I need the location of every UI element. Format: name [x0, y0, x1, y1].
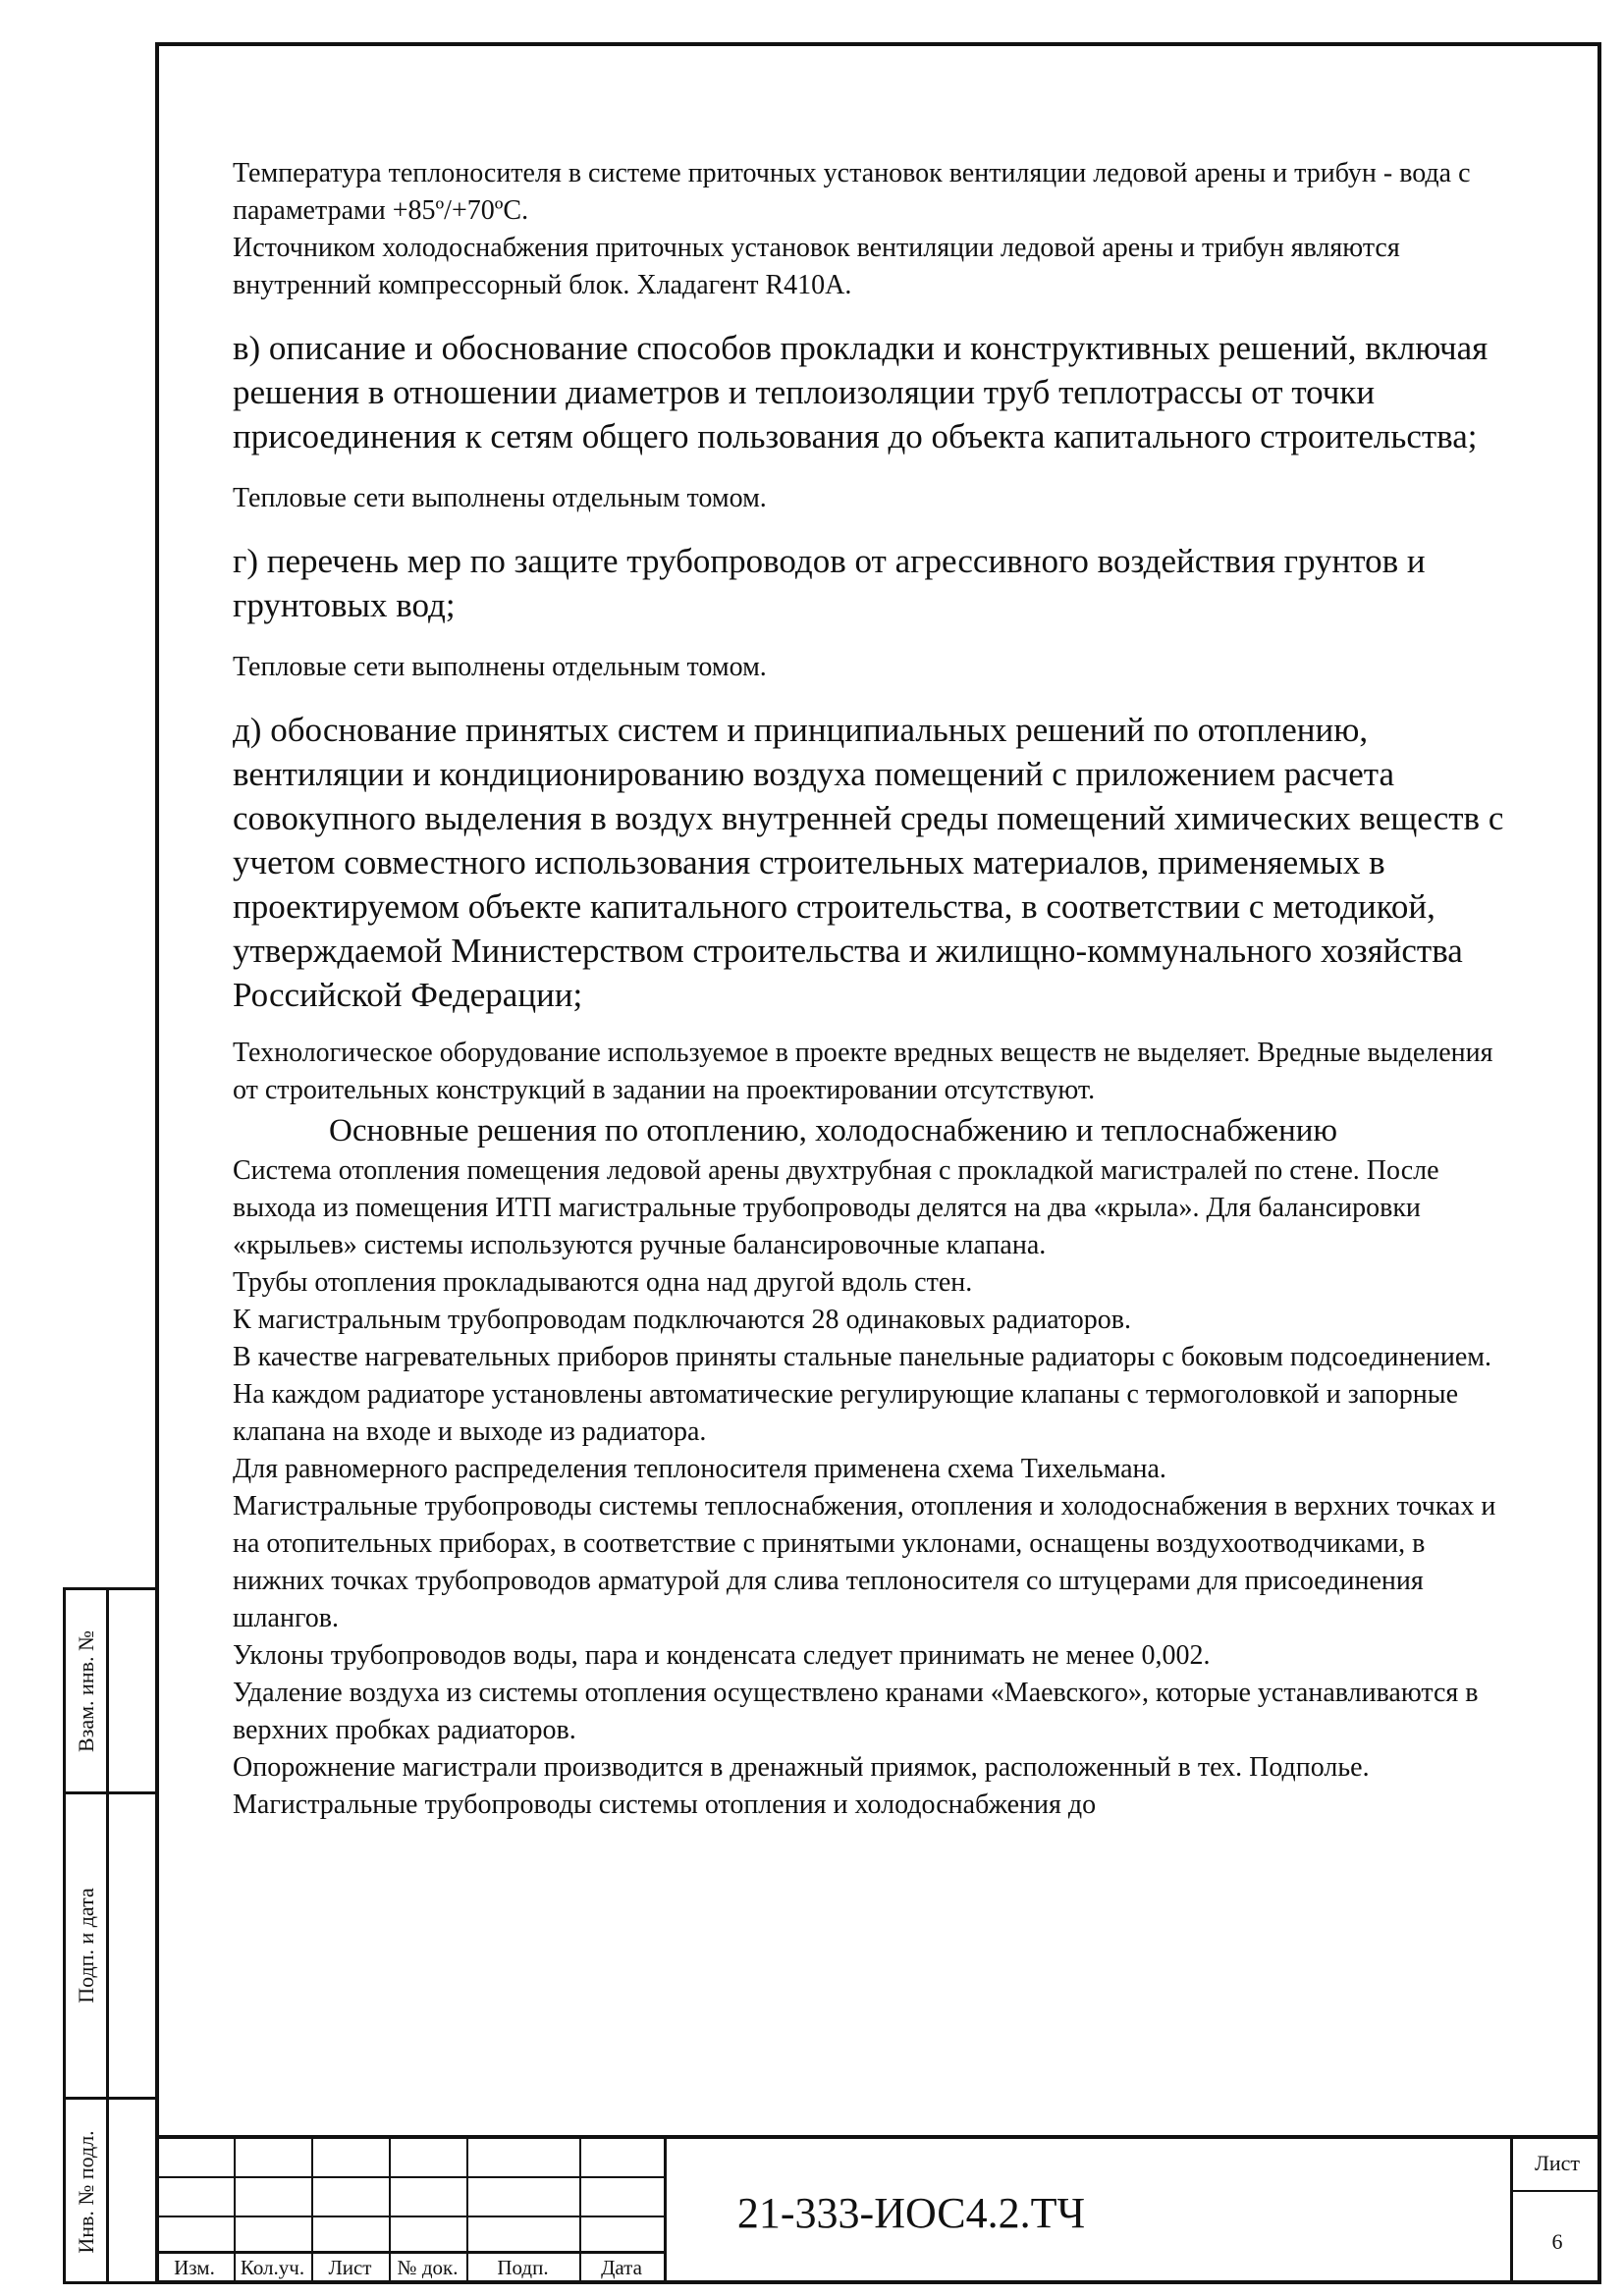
document-code: 21-333-ИОС4.2.ТЧ	[736, 2189, 1086, 2237]
col-list: Лист	[328, 2256, 372, 2279]
paragraph: В качестве нагревательных приборов приняты стальные панельные радиаторы с боковым подсоединением.	[233, 1342, 1492, 1372]
paragraph: Опорожнение магистрали производится в дренажный приямок, расположенный в тех. Подполье. Магистральные трубопроводы системы отопления и холодоснабжения до	[233, 1752, 1370, 1820]
paragraph: Магистральные трубопроводы системы теплоснабжения, отопления и холодоснабжения в верхних точках и на отопительных приборах, в соответствие с принятыми уклонами, оснащены воздухоотводчиками, в нижних точках трубопроводов арматурой для слива теплоносителя со штуцерами для присоединения шлангов.	[233, 1491, 1496, 1633]
paragraph: Для равномерного распределения теплоносителя применена схема Тихельмана.	[233, 1454, 1166, 1484]
col-ndok: № док.	[397, 2256, 459, 2279]
binding-column	[63, 1587, 155, 2284]
paragraph: К магистральным трубопроводам подключаются 28 одинаковых радиаторов.	[233, 1305, 1132, 1335]
section-heading-g: г) перечень мер по защите трубопроводов от агрессивного воздействия грунтов и грунтовых вод;	[233, 542, 1426, 624]
inv-cell	[66, 2100, 155, 2284]
paragraph: Тепловые сети выполнены отдельным томом.	[233, 483, 767, 513]
paragraph: Удаление воздуха из системы отопления осуществлено кранами «Маевского», которые устанавливаются в верхних пробках радиаторов.	[233, 1678, 1479, 1745]
vzam-cell	[66, 1590, 155, 1794]
section-heading-d: д) обоснование принятых систем и принципиальных решений по отоплению, вентиляции и кондиционированию воздуха помещений с приложением расчета совокупного выделения в воздух внутренней среды помещений химических веществ с учетом совместного использования строительных материалов, применяемых в проектируемом объекте капитального строительства, в соответствии с методикой, утверждаемой Министерством строительства и жилищно-коммунального хозяйства Российской Федерации;	[233, 711, 1504, 1014]
paragraph: Тепловые сети выполнены отдельным томом.	[233, 652, 767, 682]
inv-label: Инв. № подл.	[73, 2130, 98, 2254]
subheading: Основные решения по отоплению, холодоснабжению и теплоснабжению	[329, 1113, 1338, 1148]
document-body	[233, 155, 1519, 1824]
sheet-label: Лист	[1534, 2151, 1581, 2175]
col-podp: Подп.	[497, 2256, 549, 2279]
paragraph: Уклоны трубопроводов воды, пара и конденсата следует принимать не менее 0,002.	[233, 1640, 1211, 1671]
paragraph: Трубы отопления прокладываются одна над другой вдоль стен.	[233, 1267, 973, 1298]
paragraph: Источником холодоснабжения приточных установок вентиляции ледовой арены и трибун являются внутренний компрессорный блок. Хладагент R410A.	[233, 233, 1400, 300]
podp-cell	[66, 1794, 155, 2100]
sheet-number: 6	[1551, 2229, 1563, 2254]
podp-label: Подп. и дата	[73, 1888, 98, 2003]
vzam-label: Взам. инв. №	[73, 1629, 98, 1752]
paragraph: Температура теплоносителя в системе приточных установок вентиляции ледовой арены и трибун - вода с параметрами +85º/+70ºС.	[233, 158, 1471, 226]
paragraph: Система отопления помещения ледовой арены двухтрубная с прокладкой магистралей по стене. После выхода из помещения ИТП магистральные трубопроводы делятся на два «крыла». Для балансировки «крыльев» системы используются ручные балансировочные клапана.	[233, 1155, 1439, 1260]
section-heading-v: в) описание и обоснование способов прокладки и конструктивных решений, включая решения в отношении диаметров и теплоизоляции труб теплотрассы от точки присоединения к сетям общего пользования до объекта капитального строительства;	[233, 329, 1489, 455]
col-kol: Кол.уч.	[240, 2256, 305, 2279]
col-izm: Изм.	[174, 2256, 215, 2279]
col-data: Дата	[601, 2256, 642, 2279]
title-block	[155, 2135, 1601, 2284]
paragraph: На каждом радиаторе установлены автоматические регулирующие клапаны с термоголовкой и запорные клапана на входе и выходе из радиатора.	[233, 1379, 1459, 1447]
paragraph: Технологическое оборудование используемое в проекте вредных веществ не выделяет. Вредные выделения от строительных конструкций в задании на проектировании отсутствуют.	[233, 1038, 1493, 1105]
